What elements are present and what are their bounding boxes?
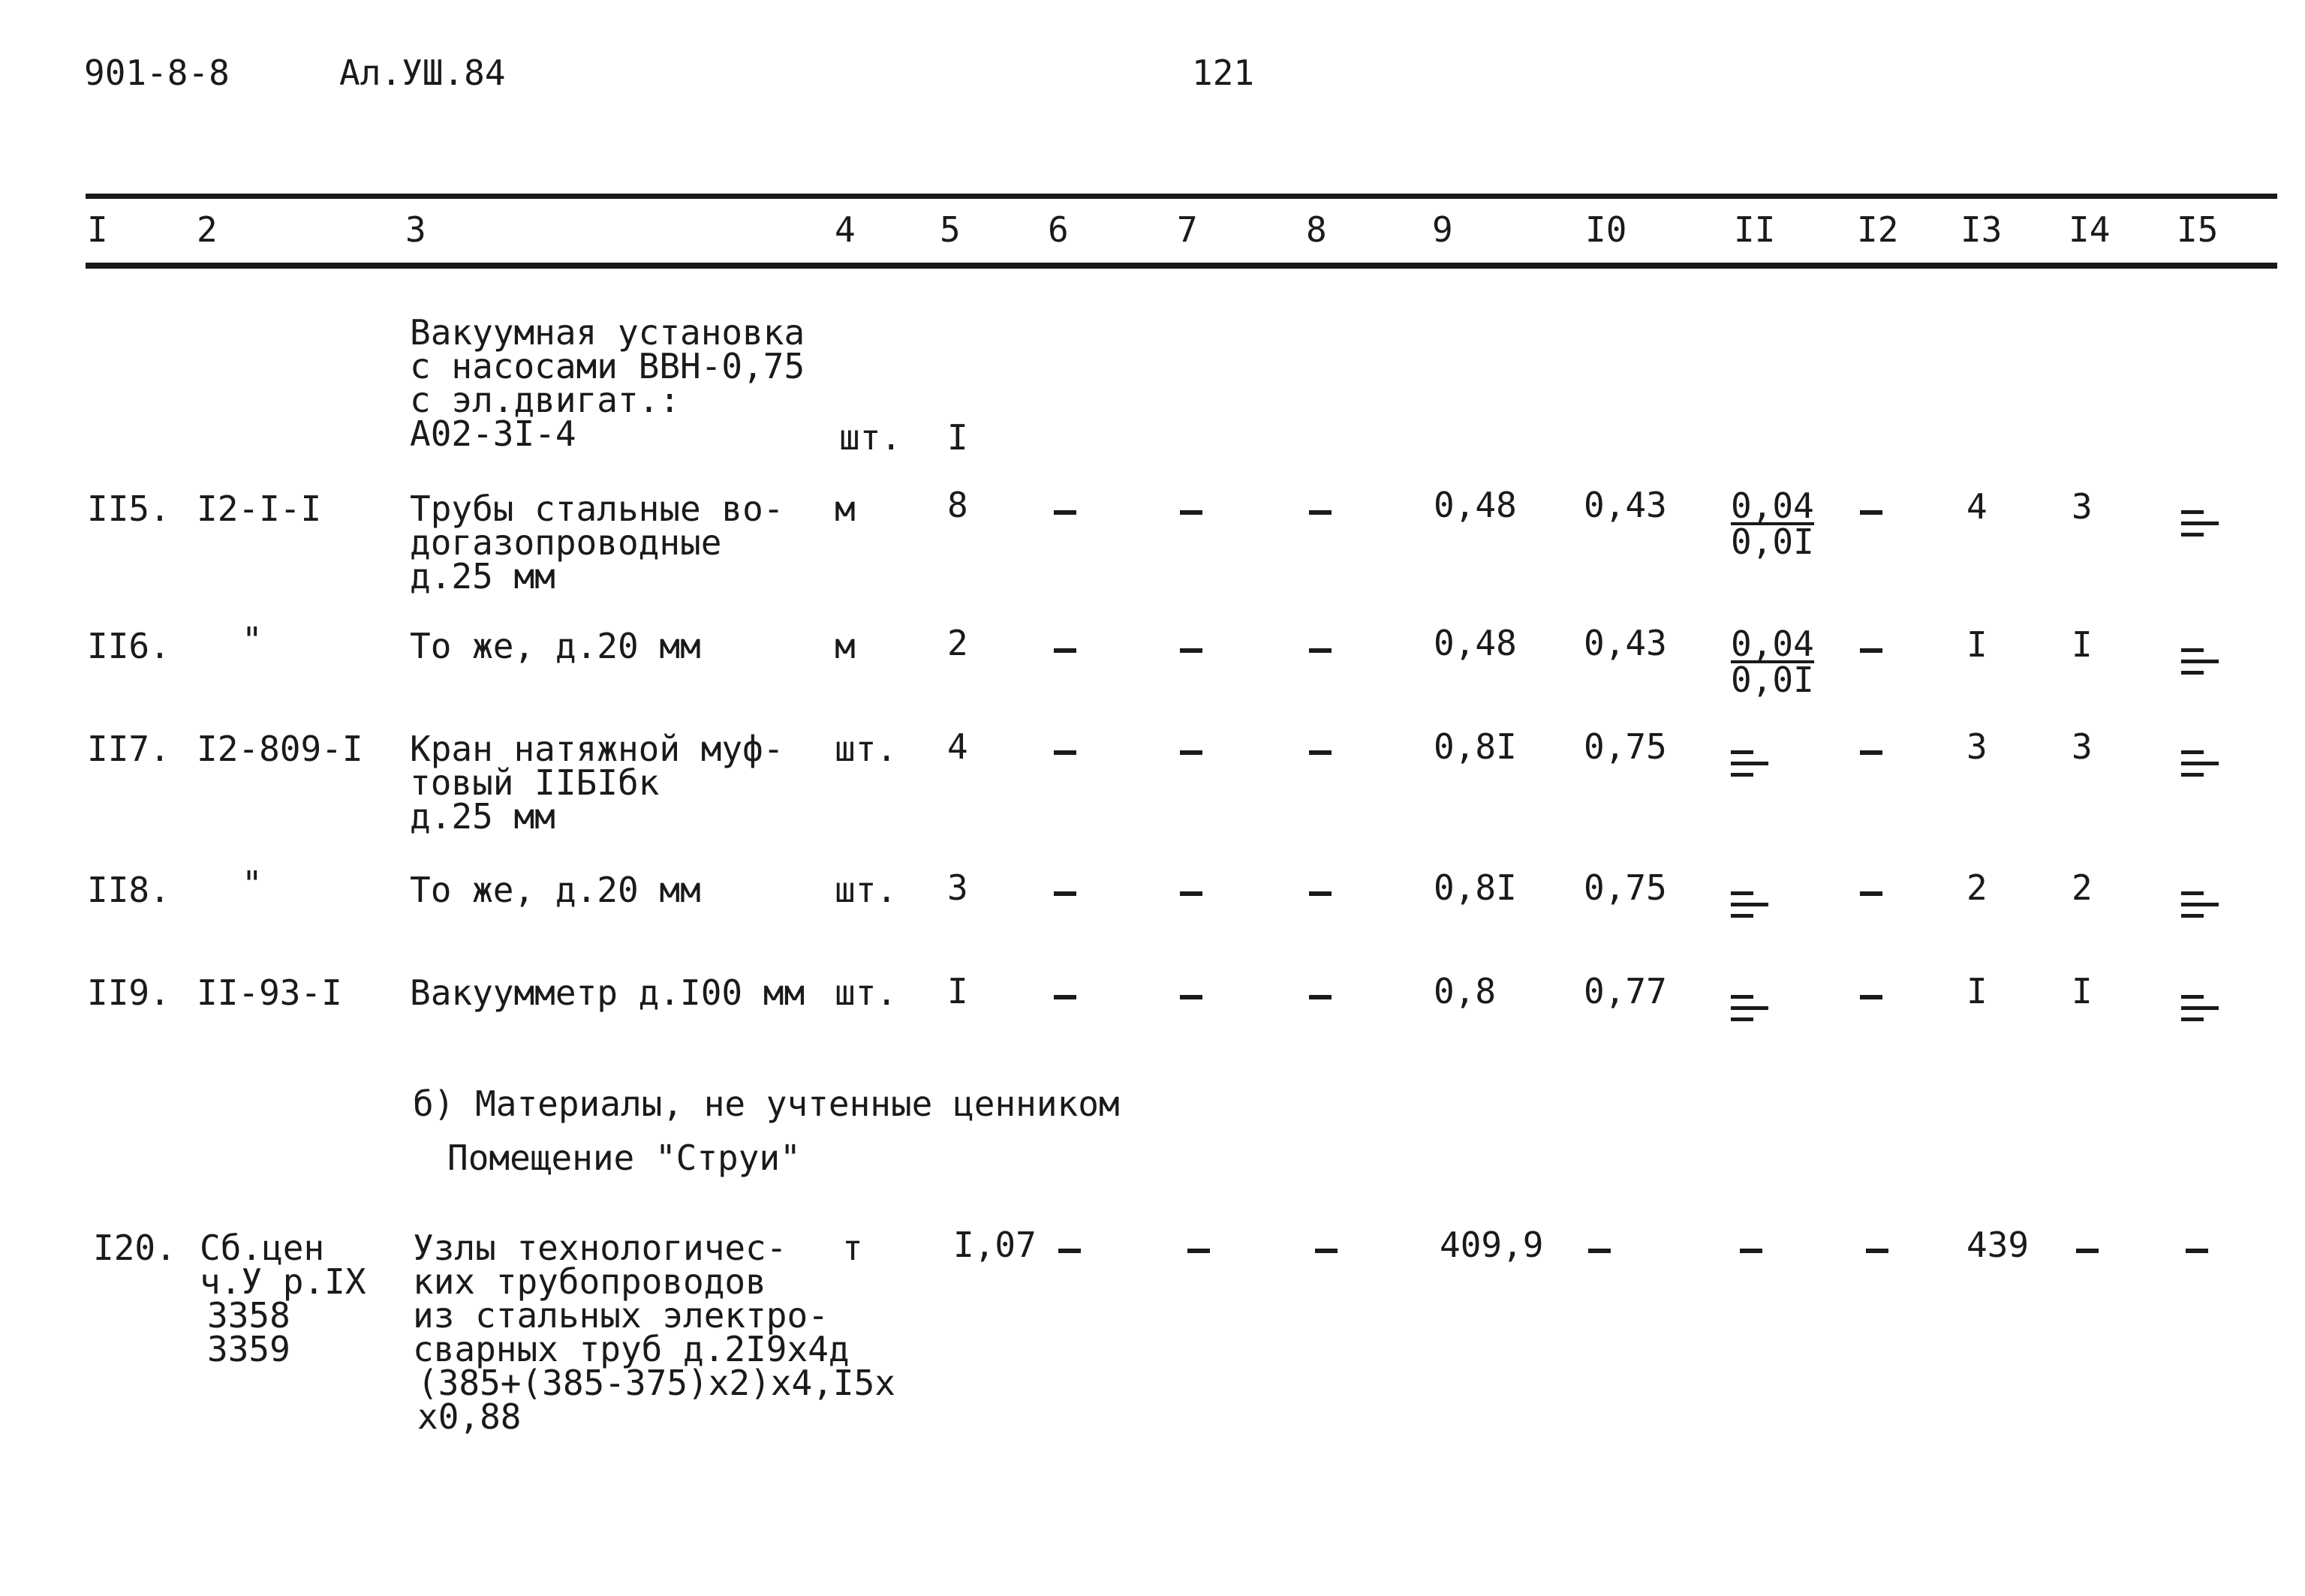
empty-dash (1866, 1249, 1888, 1253)
empty-dash (1180, 891, 1202, 896)
row-qty: I,07 (953, 1225, 1037, 1265)
column-number: 6 (1048, 209, 1069, 250)
column-number: I0 (1585, 209, 1627, 250)
row-qty: I (947, 971, 968, 1011)
row-col10: 0,75 (1584, 726, 1667, 767)
row-col11-fraction (1731, 485, 1814, 562)
empty-dash (2076, 1249, 2099, 1253)
row-unit: шт. (835, 972, 898, 1013)
empty-dash (2186, 1249, 2208, 1253)
row-code: I2-809-I (197, 729, 363, 769)
ditto-mark (2181, 891, 2219, 921)
row-name-line: х0,88 (417, 1396, 522, 1437)
empty-dash (1588, 1249, 1611, 1253)
empty-dash (1309, 510, 1332, 515)
empty-dash (1054, 750, 1076, 755)
row-col14: 3 (2072, 486, 2093, 527)
empty-dash (1860, 995, 1882, 999)
header-top-rule (86, 194, 2277, 199)
row-col9: 409,9 (1440, 1225, 1544, 1265)
row-col10: 0,75 (1584, 867, 1667, 908)
empty-dash (1054, 995, 1076, 999)
row-name-line: Кран натяжной муф- (410, 729, 784, 769)
row-code-line: 3358 (207, 1295, 290, 1336)
empty-dash (1740, 1249, 1762, 1253)
row-name-line: Вакуумметр д.I00 мм (410, 972, 805, 1013)
row-col10: 0,77 (1584, 971, 1667, 1011)
empty-dash (1860, 891, 1882, 896)
section-subheading: Помещение "Струи" (447, 1138, 801, 1178)
row-qty: 8 (947, 485, 968, 525)
row-col14: I (2072, 971, 2093, 1011)
column-number: I3 (1960, 209, 2003, 250)
empty-dash (1309, 750, 1332, 755)
empty-dash (1860, 648, 1882, 653)
column-number: I (87, 209, 108, 250)
doc-code: 901-8-8 (84, 53, 230, 93)
row-code: " (242, 620, 263, 660)
row-number: II6. (87, 626, 170, 666)
row-unit: м (835, 626, 856, 666)
row-qty: 4 (947, 726, 968, 767)
row-name-line: Узлы технологичес- (413, 1228, 787, 1268)
row-col10: 0,43 (1584, 485, 1667, 525)
row-col9: 0,8 (1434, 971, 1497, 1011)
empty-dash (1309, 648, 1332, 653)
column-number: I5 (2177, 209, 2219, 250)
empty-dash (1860, 510, 1882, 515)
row-col10: 0,43 (1584, 623, 1667, 663)
row-qty: 3 (947, 867, 968, 908)
group-heading-line: с насосами ВВН-0,75 (410, 346, 805, 386)
row-number: II5. (87, 488, 170, 529)
row-name-line: товый IIБIбк (410, 762, 660, 803)
row-col14: I (2072, 624, 2093, 665)
row-name-line: из стальных электро- (413, 1295, 829, 1336)
row-col14: 2 (2072, 867, 2093, 908)
section-heading: б) Материалы, не учтенные ценником (413, 1084, 1120, 1124)
empty-dash (1309, 995, 1332, 999)
empty-dash (1180, 995, 1202, 999)
column-number: 5 (940, 209, 961, 250)
empty-dash (1180, 648, 1202, 653)
row-col13: I (1966, 624, 1988, 665)
ditto-mark (2181, 750, 2219, 780)
row-col13: I (1966, 971, 1988, 1011)
column-number: 3 (405, 209, 426, 250)
row-col9: 0,8I (1434, 726, 1517, 767)
row-col9: 0,48 (1434, 623, 1517, 663)
row-col11-fraction (1731, 624, 1814, 700)
row-number: II7. (87, 729, 170, 769)
group-heading-qty: I (947, 417, 968, 458)
row-code: II-93-I (197, 972, 342, 1013)
group-heading-line: Вакуумная установка (410, 312, 805, 353)
column-number: I4 (2069, 209, 2111, 250)
row-code: " (242, 864, 263, 904)
column-number: 7 (1177, 209, 1198, 250)
column-number: 2 (197, 209, 218, 250)
row-code: I2-I-I (197, 488, 322, 529)
row-unit: т (842, 1228, 863, 1268)
fraction-denominator: 0,0I (1731, 521, 1814, 562)
row-code-line: Сб.цен (200, 1228, 325, 1268)
row-col13: 439 (1966, 1225, 2030, 1265)
group-heading-line: А02-3I-4 (410, 413, 576, 454)
empty-dash (1054, 510, 1076, 515)
row-number: II8. (87, 870, 170, 910)
row-col9: 0,48 (1434, 485, 1517, 525)
empty-dash (1058, 1249, 1081, 1253)
empty-dash (1860, 750, 1882, 755)
empty-dash (1054, 648, 1076, 653)
row-number: II9. (87, 972, 170, 1013)
row-unit: м (835, 488, 856, 529)
column-number: II (1734, 209, 1776, 250)
row-name-line: д.25 мм (410, 796, 555, 837)
row-name-line: догазопроводные (410, 522, 722, 563)
row-col9: 0,8I (1434, 867, 1517, 908)
column-number: I2 (1857, 209, 1899, 250)
group-heading-unit: шт. (839, 417, 902, 458)
empty-dash (1315, 1249, 1338, 1253)
row-name-line: То же, д.20 мм (410, 626, 701, 666)
row-name-line: То же, д.20 мм (410, 870, 701, 910)
empty-dash (1054, 891, 1076, 896)
ditto-mark (1731, 750, 1768, 780)
fraction-numerator: 0,04 (1731, 624, 1814, 664)
row-code-line: ч.У р.IX (200, 1261, 366, 1302)
empty-dash (1187, 1249, 1210, 1253)
row-col13: 4 (1966, 486, 1988, 527)
row-col14: 3 (2072, 726, 2093, 767)
column-number: 9 (1432, 209, 1453, 250)
header-bottom-rule (86, 263, 2277, 269)
row-unit: шт. (835, 870, 898, 910)
row-name-line: сварных труб д.2I9х4д (413, 1329, 850, 1369)
row-name-line: (385+(385-375)х2)х4,I5х (417, 1363, 895, 1403)
empty-dash (1180, 750, 1202, 755)
row-code-line: 3359 (207, 1329, 290, 1369)
row-name-line: д.25 мм (410, 556, 555, 597)
ditto-mark (2181, 995, 2219, 1025)
row-unit: шт. (835, 729, 898, 769)
row-col13: 3 (1966, 726, 1988, 767)
ditto-mark (2181, 648, 2219, 678)
album-code: Ал.УШ.84 (339, 53, 506, 93)
ditto-mark (1731, 891, 1768, 921)
row-name-line: ких трубопроводов (413, 1261, 766, 1302)
row-qty: 2 (947, 623, 968, 663)
row-number: I20. (93, 1228, 176, 1268)
ditto-mark (2181, 510, 2219, 540)
empty-dash (1180, 510, 1202, 515)
ditto-mark (1731, 995, 1768, 1025)
column-number: 8 (1306, 209, 1327, 250)
page-number: 121 (1192, 53, 1255, 93)
fraction-denominator: 0,0I (1731, 660, 1814, 700)
group-heading-line: с эл.двигат.: (410, 380, 681, 420)
row-name-line: Трубы стальные во- (410, 488, 784, 529)
empty-dash (1309, 891, 1332, 896)
fraction-numerator: 0,04 (1731, 485, 1814, 526)
row-col13: 2 (1966, 867, 1988, 908)
column-number: 4 (835, 209, 856, 250)
